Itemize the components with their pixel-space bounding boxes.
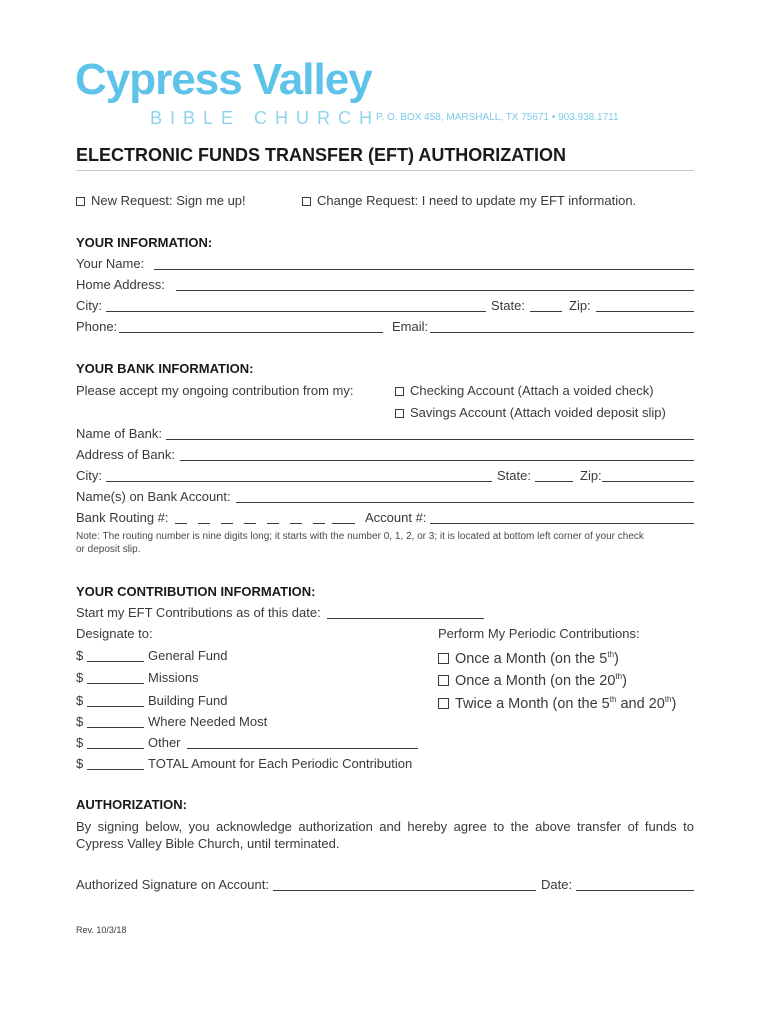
change-request-label: Change Request: I need to update my EFT information.: [317, 193, 637, 208]
option-text: Once a Month (on the 5: [455, 650, 608, 667]
routing-digit[interactable]: [198, 523, 210, 524]
date-field[interactable]: [576, 890, 694, 891]
zip-label: Zip:: [569, 298, 591, 313]
other-amount[interactable]: [87, 748, 144, 749]
building-fund-label: Building Fund: [148, 693, 228, 708]
signature-label: Authorized Signature on Account:: [76, 877, 269, 892]
option-sup: th: [664, 695, 672, 704]
once-month-20th-option[interactable]: [438, 669, 627, 689]
checkbox-icon[interactable]: [438, 698, 449, 709]
option-text: ): [614, 650, 619, 667]
bank-city-field[interactable]: [106, 481, 492, 482]
savings-account-option[interactable]: [395, 405, 666, 421]
accept-contribution-label: Please accept my ongoing contribution from my:: [76, 383, 354, 398]
address-of-bank-label: Address of Bank:: [76, 447, 175, 462]
checking-account-option[interactable]: [395, 383, 654, 399]
name-of-bank-label: Name of Bank:: [76, 426, 162, 441]
routing-digit[interactable]: [175, 523, 187, 524]
your-name-field[interactable]: [154, 269, 694, 270]
routing-note: Note: The routing number is nine digits long; it starts with the number 0, 1, 2, or 3; it is located at bottom left corner of your check: [76, 531, 644, 542]
total-amount-field[interactable]: [87, 769, 144, 770]
church-logo-subtitle: BIBLE CHURCH: [150, 108, 381, 128]
checkbox-icon[interactable]: [438, 653, 449, 664]
designate-label: Designate to:: [76, 626, 153, 641]
general-fund-amount[interactable]: [87, 661, 144, 662]
your-information-heading: YOUR INFORMATION:: [76, 235, 213, 250]
where-needed-label: Where Needed Most: [148, 714, 268, 729]
church-logo: Cypress Valley: [75, 55, 372, 104]
building-fund-amount[interactable]: [87, 706, 144, 707]
once-month-5th-option[interactable]: [438, 647, 619, 667]
option-text: Once a Month (on the 20: [455, 672, 616, 689]
routing-digit[interactable]: [313, 523, 325, 524]
dollar-sign: $: [76, 714, 84, 729]
option-text: ): [622, 672, 627, 689]
email-field[interactable]: [430, 332, 694, 333]
authorization-text-continued: Cypress Valley Bible Church, until terminated.: [76, 836, 340, 851]
change-request-option[interactable]: [302, 193, 636, 209]
where-needed-amount[interactable]: [87, 727, 144, 728]
dollar-sign: $: [76, 735, 84, 750]
email-label: Email:: [392, 319, 429, 334]
twice-month-option[interactable]: [438, 692, 676, 712]
home-address-label: Home Address:: [76, 277, 165, 292]
bank-zip-field[interactable]: [602, 481, 694, 482]
option-text: Twice a Month (on the 5: [455, 695, 610, 712]
date-label: Date:: [541, 877, 573, 892]
state-field[interactable]: [530, 311, 562, 312]
general-fund-label: General Fund: [148, 648, 228, 663]
new-request-label: New Request: Sign me up!: [91, 193, 246, 208]
savings-account-label: Savings Account (Attach voided deposit slip): [410, 405, 666, 420]
option-text: and 20: [616, 695, 665, 712]
option-text: ): [671, 695, 677, 712]
zip-field[interactable]: [596, 311, 694, 312]
option-sup: th: [609, 695, 617, 704]
dollar-sign: $: [76, 648, 84, 663]
bank-state-field[interactable]: [535, 481, 573, 482]
option-sup: th: [607, 650, 615, 659]
authorization-text: By signing below, you acknowledge authorization and hereby agree to the above transfer of funds to: [76, 819, 694, 834]
start-date-label: Start my EFT Contributions as of this date:: [76, 605, 321, 620]
checkbox-icon[interactable]: [395, 409, 404, 418]
contribution-heading: YOUR CONTRIBUTION INFORMATION:: [76, 584, 316, 599]
state-label: State:: [491, 298, 525, 313]
phone-field[interactable]: [119, 332, 383, 333]
bank-state-label: State:: [497, 468, 531, 483]
home-address-field[interactable]: [176, 290, 694, 291]
names-on-account-field[interactable]: [236, 502, 694, 503]
missions-amount[interactable]: [87, 683, 144, 684]
routing-label: Bank Routing #:: [76, 510, 169, 525]
address-of-bank-field[interactable]: [180, 460, 694, 461]
names-on-account-label: Name(s) on Bank Account:: [76, 489, 231, 504]
checkbox-icon[interactable]: [302, 197, 311, 206]
option-sup: th: [615, 672, 623, 681]
bank-city-label: City:: [76, 468, 102, 483]
routing-digit[interactable]: [290, 523, 302, 524]
dollar-sign: $: [76, 693, 84, 708]
checkbox-icon[interactable]: [438, 675, 449, 686]
routing-digit[interactable]: [244, 523, 256, 524]
checkbox-icon[interactable]: [76, 197, 85, 206]
routing-note-continued: or deposit slip.: [76, 544, 141, 555]
revision-note: Rev. 10/3/18: [76, 925, 127, 935]
authorization-heading: AUTHORIZATION:: [76, 797, 187, 812]
account-number-field[interactable]: [430, 523, 694, 524]
periodic-label: Perform My Periodic Contributions:: [438, 626, 640, 641]
title-divider: [76, 170, 694, 171]
routing-digit[interactable]: [267, 523, 279, 524]
name-of-bank-field[interactable]: [166, 439, 694, 440]
bank-information-heading: YOUR BANK INFORMATION:: [76, 361, 254, 376]
city-field[interactable]: [106, 311, 486, 312]
account-number-label: Account #:: [365, 510, 427, 525]
city-label: City:: [76, 298, 102, 313]
dollar-sign: $: [76, 756, 84, 771]
routing-digit[interactable]: [343, 523, 355, 524]
church-address: P. O. BOX 458, MARSHALL, TX 75671 • 903.938.1711: [376, 112, 619, 123]
other-description-field[interactable]: [187, 748, 418, 749]
dollar-sign: $: [76, 670, 84, 685]
routing-digit[interactable]: [221, 523, 233, 524]
phone-label: Phone:: [76, 319, 118, 334]
your-name-label: Your Name:: [76, 256, 145, 271]
signature-field[interactable]: [273, 890, 536, 891]
other-label: Other: [148, 735, 181, 750]
total-amount-label: TOTAL Amount for Each Periodic Contribution: [148, 756, 413, 771]
bank-zip-label: Zip:: [580, 468, 602, 483]
new-request-option[interactable]: [76, 193, 246, 209]
missions-label: Missions: [148, 670, 199, 685]
checkbox-icon[interactable]: [395, 387, 404, 396]
start-date-field[interactable]: [327, 618, 484, 619]
page-title: ELECTRONIC FUNDS TRANSFER (EFT) AUTHORIZATION: [76, 145, 566, 165]
checking-account-label: Checking Account (Attach a voided check): [410, 383, 654, 398]
